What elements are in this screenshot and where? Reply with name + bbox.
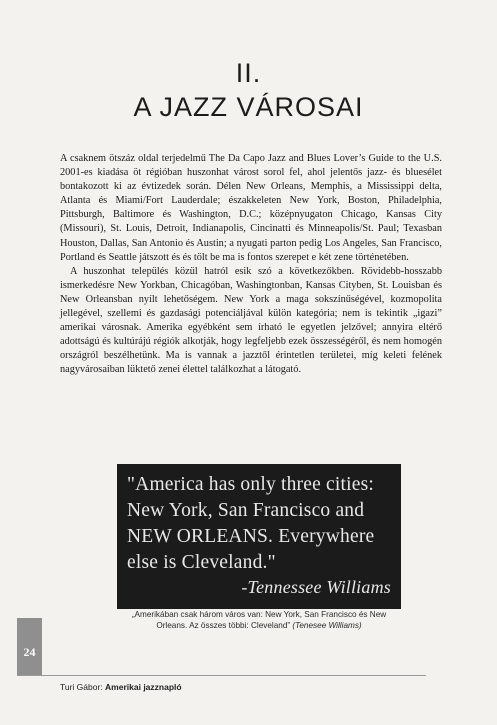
image-caption bbox=[117, 609, 401, 631]
footer-divider bbox=[17, 675, 426, 676]
quote-line-4: else is Cleveland." bbox=[127, 552, 276, 573]
paragraph-2: A huszonhat település közül hatról esik szó a következőkben. Rövidebb-hosszabb ismerkedésre New Yorkban, Chicagóban, Washingtonban, Kansas Cityben, St. Louisban és New Orleansban nyílt lehetőségem. New York a maga sokszínűségével, kozmopolita jellegével, szellemi és gazdasági potenciáljával külön kategória; nem is tekintik „igazi” amerikai városnak. Amerika egyébként sem írható le egyetlen jelzővel; annyira eltérő adottságú és kultúrájú régiók alkotják, hogy legfeljebb ezek összességéről, és nem homogén országról beszélhetünk. Ma is vannak a jazztől érintetlen területei, míg keleti felének nagyvárosaiban lüktető zenei élettel találkozhat a látogató. bbox=[60, 265, 442, 376]
caption-author: (Tenesee Williams) bbox=[292, 621, 362, 630]
chapter-number: II. bbox=[235, 58, 262, 88]
quote-line-1: "America has only three cities: bbox=[127, 474, 374, 495]
quote-image bbox=[117, 464, 401, 609]
footer-book-title: Amerikai jazznapló bbox=[105, 682, 182, 692]
quote-attribution: -Tennessee Williams bbox=[241, 577, 391, 597]
body-text bbox=[60, 152, 442, 378]
footer-author: Turi Gábor: bbox=[60, 682, 103, 692]
quote-line-2: New York, San Francisco and bbox=[127, 500, 365, 521]
quote-line-3: NEW ORLEANS. Everywhere bbox=[127, 526, 375, 547]
caption-text: „Amerikában csak három város van: New York, San Francisco és New Orleans. Az összes többi: Cleveland” bbox=[131, 610, 387, 630]
running-footer bbox=[60, 682, 182, 692]
page-number: 24 bbox=[23, 645, 36, 659]
page-number-tab bbox=[17, 618, 42, 675]
chapter-title: A JAZZ VÁROSAI bbox=[133, 92, 364, 122]
paragraph-1: A csaknem ötszáz oldal terjedelmű The Da Capo Jazz and Blues Lover’s Guide to the U.S. 2001-es kiadása öt régióban huszonhat várost sorol fel, ahol jelentős jazz- és bluesélet bontakozott ki az évtizedek során. Délen New Orleans, Memphis, a Mississippi delta, Atlanta és Miami/Fort Lauderdale; északkeleten New York, Boston, Philadelphia, Pittsburgh, Baltimore és Washington, D.C.; középnyugaton Chicago, Kansas City (Missouri), St. Louis, Detroit, Indianapolis, Cincinatti és Minneapolis/St. Paul; Texasban Houston, Dallas, San Antonio és Austin; a nyugati parton pedig Los Angeles, San Francisco, Portland és Seattle játszott és és tölt be ma is fontos szerepet e két zene történetében. bbox=[60, 153, 442, 263]
